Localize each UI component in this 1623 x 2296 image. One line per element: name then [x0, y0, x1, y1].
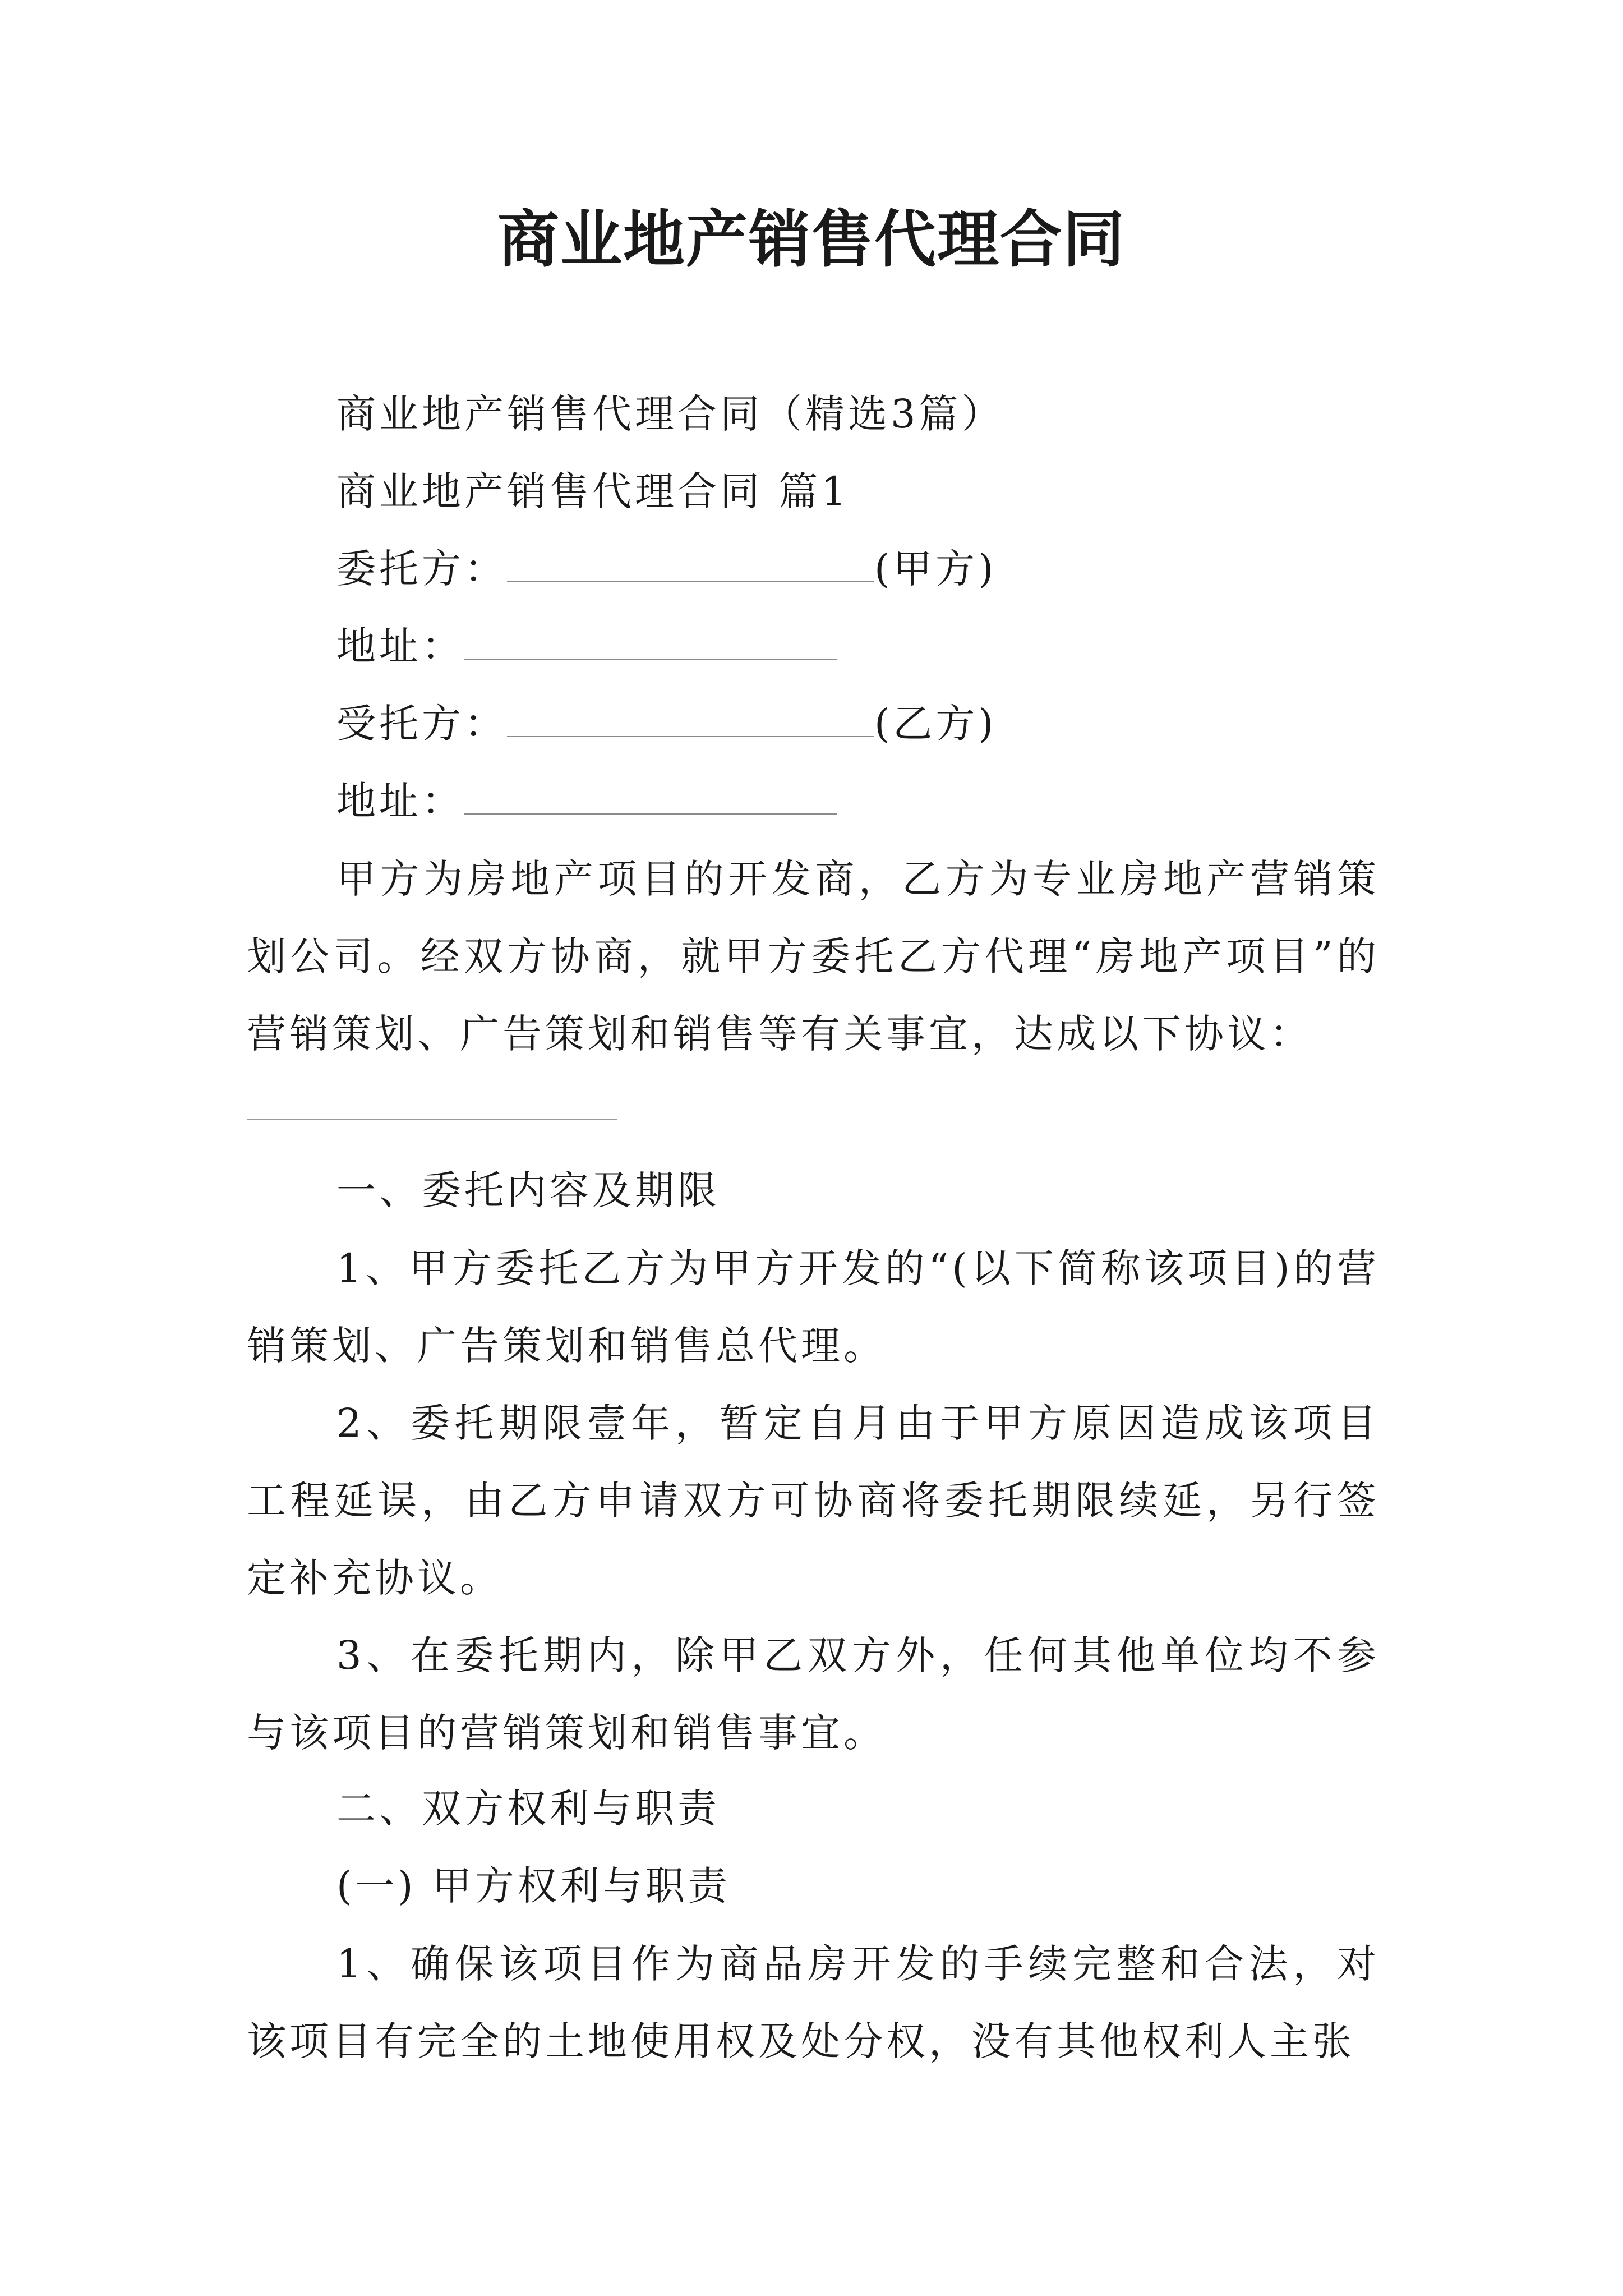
client-label: 委托方： [336, 546, 507, 592]
heading-2: 二、双方权利与职责 [336, 1786, 720, 1832]
agent-role: (乙方) [874, 701, 997, 747]
heading-1: 一、委托内容及期限 [336, 1167, 720, 1213]
agent-address-line [336, 773, 837, 829]
document-title: 商业地产销售代理合同 [497, 203, 1126, 275]
clause-1-2: 2、委托期限壹年，暂定自月由于甲方原因造成该项目工程延误，由乙方申请双方可协商将委托期限续延，另行签定补充协议。 [247, 1400, 1380, 1601]
client-role: (甲方) [874, 546, 997, 592]
client-address-label: 地址： [336, 623, 464, 669]
agent-line [336, 696, 997, 752]
clause-1-3: 3、在委托期内，除甲乙双方外，任何其他单位均不参与该项目的营销策划和销售事宜。 [247, 1632, 1380, 1756]
clause-1-1: 1、甲方委托乙方为甲方开发的“(以下简称该项目)的营销策划、广告策划和销售总代理。 [247, 1245, 1380, 1369]
heading-2-1: (一) 甲方权利与职责 [336, 1863, 731, 1909]
document-subtitle: 商业地产销售代理合同（精选3篇） [336, 391, 1004, 437]
agent-name-blank [507, 702, 874, 737]
agent-address-blank [464, 780, 837, 815]
agent-label: 受托方： [336, 701, 507, 747]
clause-2-1: 1、确保该项目作为商品房开发的手续完整和合法，对该项目有完全的土地使用权及处分权，没有其他权利人主张 [247, 1941, 1380, 2064]
agent-address-label: 地址： [336, 778, 464, 824]
client-line [336, 541, 997, 597]
intro-paragraph: 甲方为房地产项目的开发商，乙方为专业房地产营销策划公司。经双方协商，就甲方委托乙方代理“房地产项目”的营销策划、广告策划和销售等有关事宜，达成以下协议： [247, 856, 1380, 1057]
section-title: 商业地产销售代理合同 篇1 [336, 468, 850, 514]
client-address-line [336, 618, 837, 674]
client-name-blank [507, 547, 874, 582]
separator-blank-line [247, 1119, 617, 1120]
client-address-blank [464, 625, 837, 660]
